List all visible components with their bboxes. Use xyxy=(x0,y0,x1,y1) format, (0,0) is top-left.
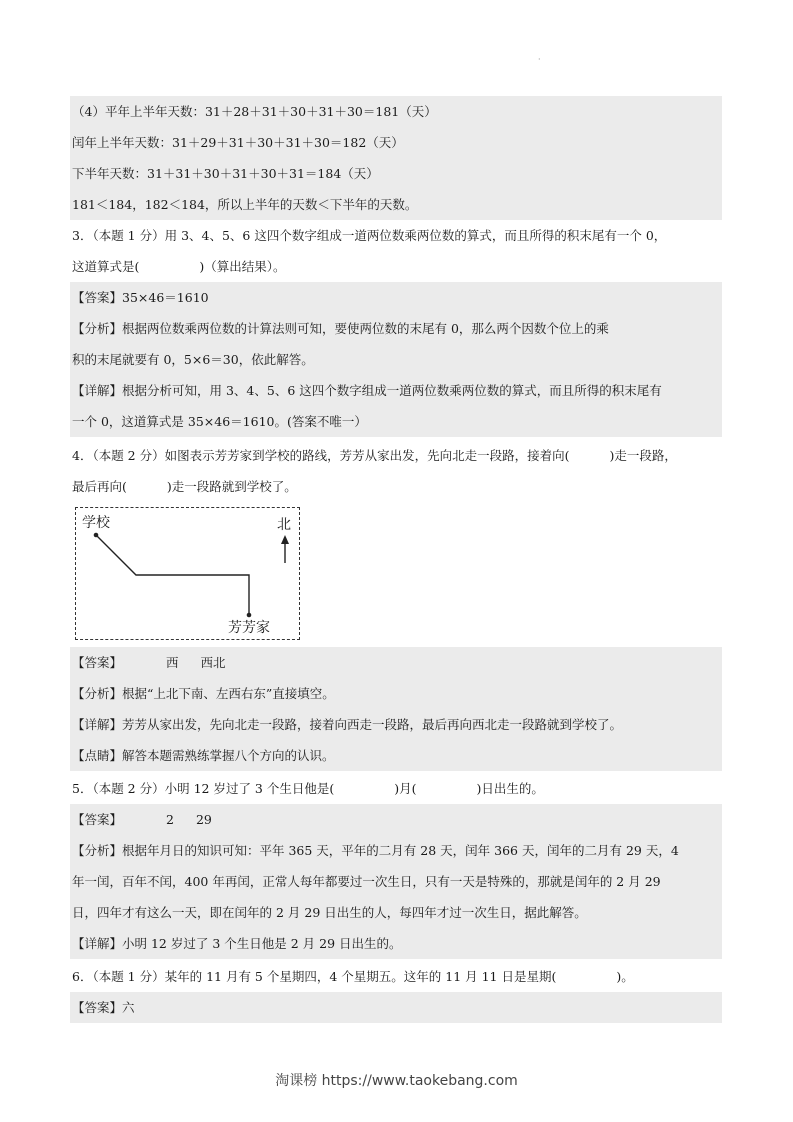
q6-stem xyxy=(72,961,722,992)
q5-answer-2: 29 xyxy=(195,812,212,827)
q3-detail-line-2: 一个 0，这道算式是 35×46＝1610。(答案不唯一） xyxy=(70,406,722,437)
q6-answer: 【答案】六 xyxy=(70,992,722,1023)
q5-answer-label: 【答案】 xyxy=(72,812,123,827)
q4-detail: 【详解】芳芳从家出发，先向北走一段路，接着向西走一段路，最后再向西北走一段路就到学校了。 xyxy=(70,709,722,740)
q5-analysis-line-2: 年一闰，百年不闰，400 年再闰，正常人每年都要过一次生日，只有一天是特殊的，那就是闰年的 2 月 29 xyxy=(70,866,722,897)
north-arrow-head xyxy=(281,535,289,544)
q2-line-2: 闰年上半年天数：31＋29＋31＋30＋31＋30＝182（天） xyxy=(70,127,722,158)
q4-stem-part-d: )走一段路就到学校了。 xyxy=(166,479,297,494)
q5-detail: 【详解】小明 12 岁过了 3 个生日他是 2 月 29 日出生的。 xyxy=(70,928,722,959)
q3-stem-line-2 xyxy=(72,251,722,282)
q4-stem-line-2 xyxy=(72,471,722,502)
q5-stem xyxy=(72,773,722,804)
q6-stem-part-b: )。 xyxy=(616,969,634,984)
q4-answer-2: 西北 xyxy=(200,655,226,670)
q3-analysis-line-2: 积的末尾就要有 0，5×6＝30，依此解答。 xyxy=(70,344,722,375)
q5-analysis-line-1: 【分析】根据年月日的知识可知：平年 365 天，平年的二月有 28 天，闰年 366 天，闰年的二月有 29 天，4 xyxy=(70,835,722,866)
q3-stem-line-1: 3．（本题 1 分）用 3、4、5、6 这四个数字组成一道两位数乘两位数的算式，而且所得的积末尾有一个 0， xyxy=(72,228,667,243)
q5-stem-part-b: )月( xyxy=(394,781,417,796)
school-label: 学校 xyxy=(82,515,110,531)
q3-analysis-line-1: 【分析】根据两位数乘两位数的计算法则可知，要使两位数的末尾有 0，那么两个因数个位上的乘 xyxy=(70,313,722,344)
q4-stem-line-1 xyxy=(72,440,722,471)
q5-stem-part-a: 5．（本题 2 分）小明 12 岁过了 3 个生日他是( xyxy=(72,781,335,796)
q3-stem-part-b: )（算出结果）。 xyxy=(199,259,286,274)
q5-stem-part-c: )日出生的。 xyxy=(476,781,544,796)
q4-comment: 【点睛】解答本题需熟练掌握八个方向的认识。 xyxy=(70,740,722,771)
q4-stem-part-b: )走一段路， xyxy=(609,448,677,463)
north-label: 北 xyxy=(277,517,291,533)
q5-answer-1: 2 xyxy=(166,812,174,827)
q3-answer: 【答案】35×46＝1610 xyxy=(70,282,722,313)
q4-analysis: 【分析】根据“上北下南、左西右东”直接填空。 xyxy=(70,678,722,709)
q2-line-1: （4）平年上半年天数：31＋28＋31＋30＋31＋30＝181（天） xyxy=(70,96,722,127)
q4-answer xyxy=(70,647,722,678)
q2-line-3: 下半年天数：31＋31＋30＋31＋30＋31＝184（天） xyxy=(70,158,722,189)
q4-stem-part-a: 4．（本题 2 分）如图表示芳芳家到学校的路线，芳芳从家出发，先向北走一段路，接着向( xyxy=(72,448,570,463)
q5-answer xyxy=(70,804,722,835)
home-point xyxy=(247,613,252,618)
route-diagram xyxy=(75,507,300,640)
footer-watermark: 淘课榜 https://www.taokebang.com xyxy=(275,1073,518,1089)
q4-stem-part-c: 最后再向( xyxy=(72,479,127,494)
q3-detail-line-1: 【详解】根据分析可知，用 3、4、5、6 这四个数字组成一道两位数乘两位数的算式，而且所得的积末尾有 xyxy=(70,375,722,406)
route-path xyxy=(96,535,249,615)
school-point xyxy=(94,533,99,538)
home-label: 芳芳家 xyxy=(228,620,270,636)
q5-analysis-line-3: 日，四年才有这么一天，即在闰年的 2 月 29 日出生的人，每四年才过一次生日，据此解答。 xyxy=(70,897,722,928)
q4-answer-1: 西 xyxy=(166,655,179,670)
q3-stem-part-a: 这道算式是( xyxy=(72,259,140,274)
top-mark: · xyxy=(538,55,541,64)
q2-line-4: 181＜184，182＜184，所以上半年的天数＜下半年的天数。 xyxy=(70,189,722,220)
q6-stem-part-a: 6．（本题 1 分）某年的 11 月有 5 个星期四，4 个星期五。这年的 11 月 11 日是星期( xyxy=(72,969,557,984)
q4-answer-label: 【答案】 xyxy=(72,655,123,670)
